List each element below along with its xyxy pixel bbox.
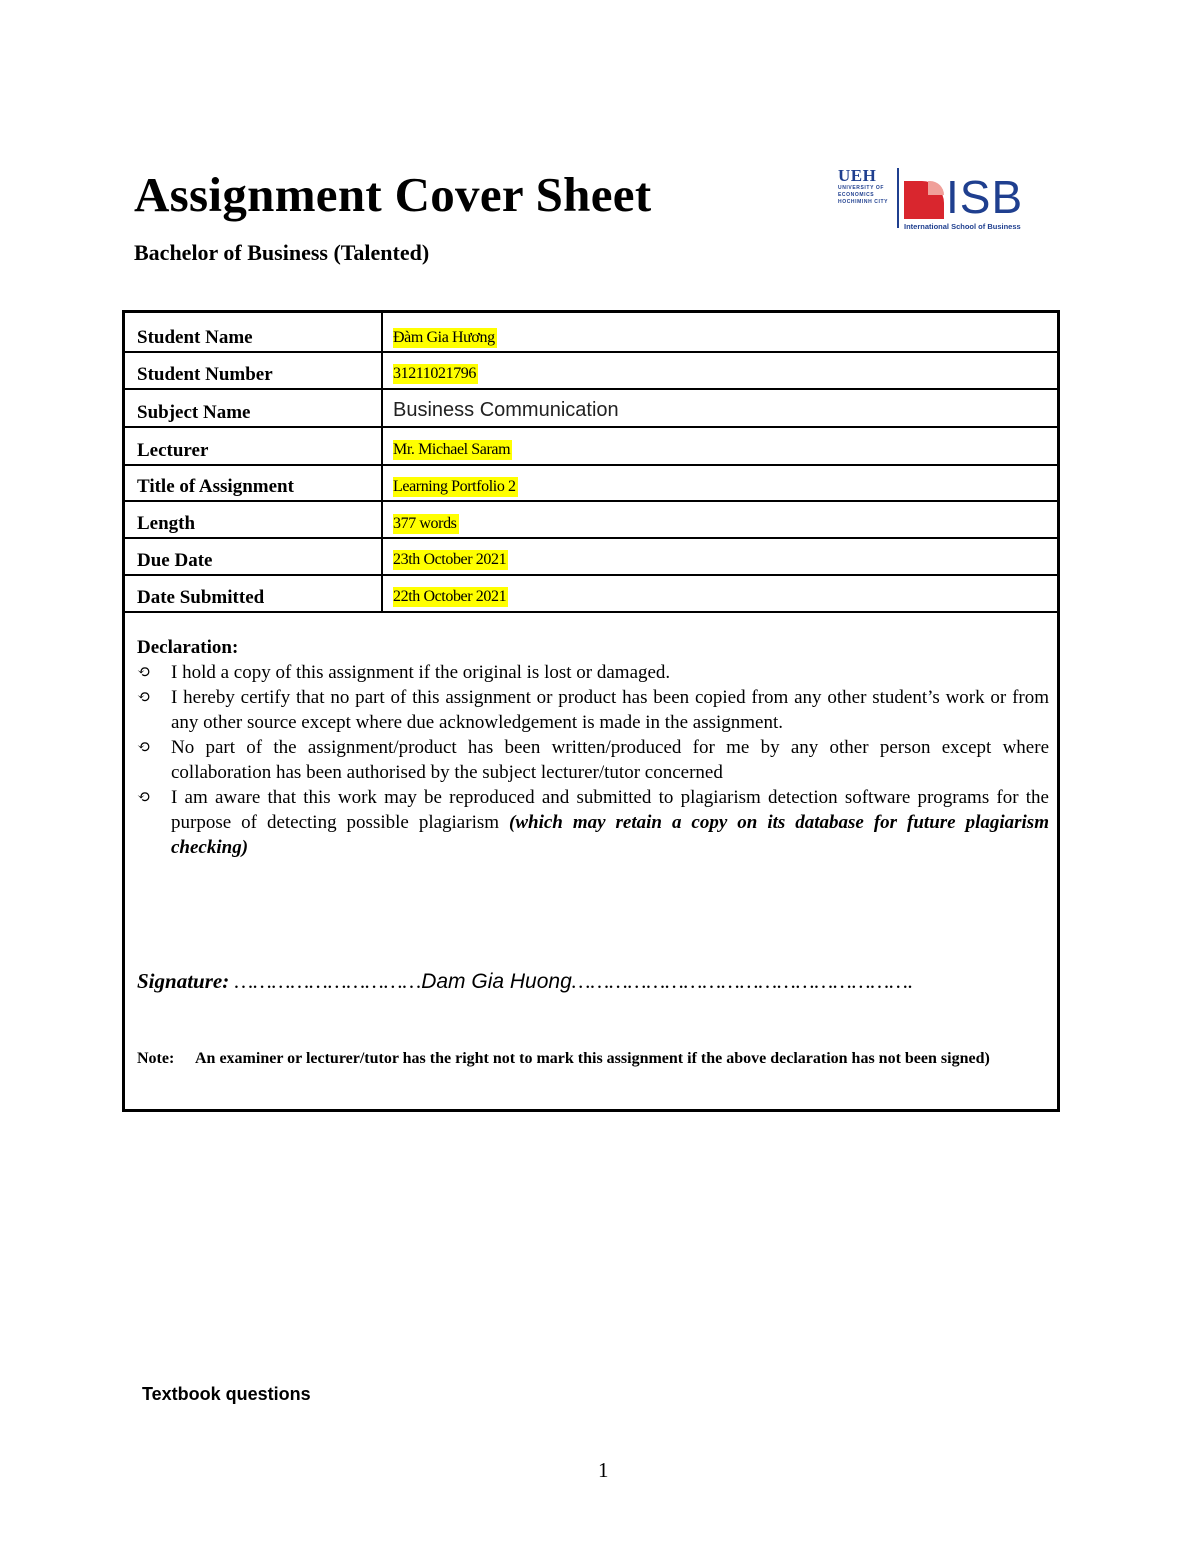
signature-dots: ………………………………………………. — [571, 969, 914, 993]
field-label: Due Date — [137, 550, 213, 571]
column-divider — [381, 313, 383, 351]
column-divider — [381, 428, 383, 464]
ueh-isb-logo — [836, 166, 1046, 232]
declaration-item — [137, 735, 1049, 785]
field-label: Length — [137, 513, 196, 534]
ueh-logo-line: UNIVERSITY OF — [838, 185, 885, 191]
note-label: Note: — [137, 1050, 175, 1067]
note-text: An examiner or lecturer/tutor has the right not to mark this assignment if the above declaration has not been signed) — [195, 1050, 990, 1067]
ueh-logo-line: ECONOMICS — [838, 192, 875, 198]
declaration-title: Declaration: — [137, 637, 239, 658]
declaration-item — [137, 785, 1049, 860]
note-section — [137, 1049, 1049, 1069]
form-row-student-number — [125, 353, 1057, 390]
declaration-text: I hold a copy of this assignment if the original is lost or damaged. — [171, 662, 671, 683]
section-heading: Textbook questions — [142, 1384, 311, 1404]
cover-sheet-form — [122, 310, 1060, 1112]
field-value: 31211021796 — [393, 365, 477, 382]
logo-divider — [897, 168, 899, 228]
column-divider — [381, 502, 383, 537]
declaration-text: No part of the assignment/product has been written/produced for me by any other person except where collaboration has been authorised by the subject lecturer/tutor concerned — [171, 737, 1049, 783]
field-value: 23th October 2021 — [393, 551, 507, 568]
arrows-bullet-icon: ⟲ — [137, 789, 151, 806]
form-row-length — [125, 502, 1057, 539]
arrows-bullet-icon: ⟲ — [137, 739, 151, 756]
page-subtitle: Bachelor of Business (Talented) — [134, 240, 430, 265]
field-value: 377 words — [393, 515, 457, 532]
signature-line — [137, 969, 913, 994]
form-row-title-of-assignment — [125, 466, 1057, 502]
form-row-subject-name — [125, 390, 1057, 428]
column-divider — [381, 576, 383, 611]
form-row-date-submitted — [125, 576, 1057, 613]
column-divider — [381, 390, 383, 426]
form-row-due-date — [125, 539, 1057, 576]
isb-logo-subtext: International School of Business — [904, 222, 1021, 231]
field-value: Learning Portfolio 2 — [393, 478, 516, 495]
field-label: Subject Name — [137, 402, 251, 423]
declaration-text: I hereby certify that no part of this assignment or product has been copied from any other student’s work or from any other source except where due acknowledgement is made in the assignment. — [171, 687, 1049, 733]
field-label: Student Number — [137, 364, 273, 385]
column-divider — [381, 353, 383, 388]
page-title: Assignment Cover Sheet — [134, 167, 652, 222]
page-number: 1 — [598, 1458, 609, 1482]
column-divider — [381, 539, 383, 574]
field-value: Business Communication — [393, 399, 619, 421]
form-row-student-name — [125, 313, 1057, 353]
isb-logo-text: ISB — [946, 171, 1024, 223]
column-divider — [381, 466, 383, 500]
ueh-logo-text: UEH — [838, 166, 877, 185]
signature-name: Dam Gia Huong — [421, 970, 572, 993]
field-label: Lecturer — [137, 440, 209, 461]
signature-dots: ………………………… — [234, 969, 422, 993]
field-label: Title of Assignment — [137, 476, 294, 497]
field-value: 22th October 2021 — [393, 588, 507, 605]
field-value: Mr. Michael Saram — [393, 441, 511, 458]
arrows-bullet-icon: ⟲ — [137, 664, 151, 681]
ueh-logo-line: HOCHIMINH CITY — [838, 199, 889, 205]
declaration-item — [137, 685, 1049, 735]
signature-label: Signature: — [137, 969, 230, 993]
declaration-text: I am aware that this work may be reproduced and submitted to plagiarism detection software programs for the purpose of detecting possible plagiarism — [171, 787, 1049, 833]
declaration-item — [137, 660, 1049, 685]
form-row-lecturer — [125, 428, 1057, 466]
field-value: Đàm Gia Hương — [393, 329, 495, 346]
arrows-bullet-icon: ⟲ — [137, 689, 151, 706]
isb-logo-mark-icon — [904, 181, 944, 219]
declaration-section — [137, 635, 1049, 860]
field-label: Student Name — [137, 327, 253, 348]
declaration-emphasis: (which may retain a copy on its database for future plagiarism checking) — [171, 812, 1049, 858]
field-label: Date Submitted — [137, 587, 265, 608]
